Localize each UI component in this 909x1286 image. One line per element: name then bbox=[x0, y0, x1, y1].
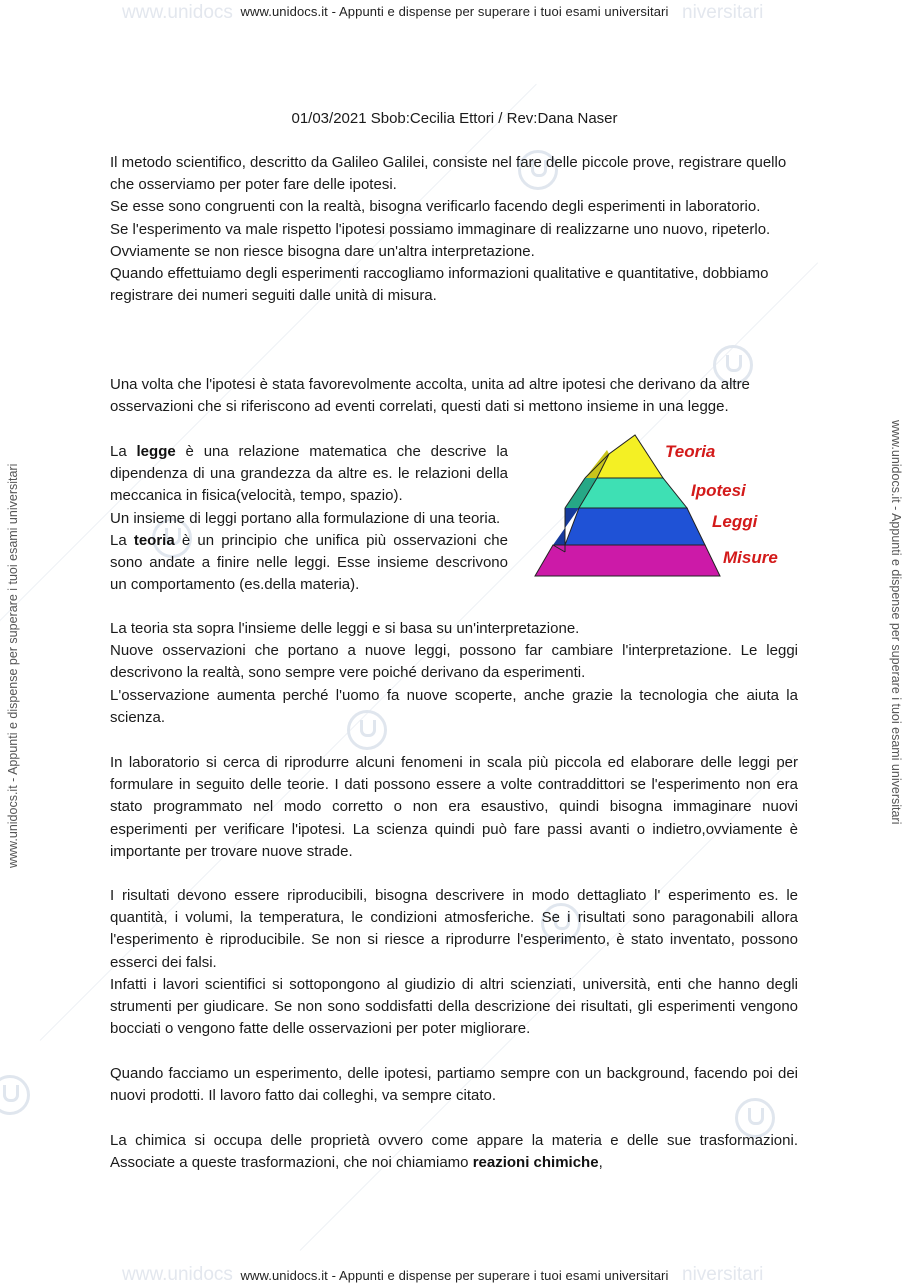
paragraph-metodo bbox=[110, 152, 798, 307]
paragraph-line: In laboratorio si cerca di riprodurre alcuni fenomeni in scala più piccola ed elaborare delle leggi per formulare in seguito delle teorie. I dati possono essere a volte contraddittori se l'esperimento non era stato programmato nel modo corretto o non era esaustivo, quindi bisogna immaginare nuovi esperimenti per verificare l'ipotesi. La scienza quindi può fare passi avanti o indietro,ovviamente è importante per trovare nuove strade. bbox=[110, 754, 798, 860]
watermark-top: www.unidocs.it - Appunti e dispense per superare i tuoi esami universitari bbox=[240, 4, 669, 19]
paragraph-teoria-sopra bbox=[110, 618, 798, 729]
pyramid-label-teoria: Teoria bbox=[665, 442, 716, 461]
watermark-left: www.unidocs.it - Appunti e dispense per superare i tuoi esami universitari bbox=[6, 463, 20, 868]
paragraph-chimica bbox=[110, 1130, 798, 1174]
pyramid-layer-misure bbox=[535, 545, 720, 576]
paragraph-laboratorio bbox=[110, 752, 798, 863]
paragraph-insieme: Un insieme di leggi portano alla formulazione di una teoria. bbox=[110, 509, 501, 527]
pyramid-label-leggi: Leggi bbox=[712, 512, 758, 531]
paragraph-line: I risultati devono essere riproducibili, bisogna descrivere in modo dettagliato l' esperimento es. le quantità, i volumi, la temperatura, le condizioni atmosferiche. Se i risultati sono paragonabili allora l'esperimento è riproducibile. Se non si riesce a riprodurre l'esperimento, è stato inventato, possono esserci dei falsi. bbox=[110, 887, 798, 971]
paragraph-line: La chimica si occupa delle proprietà ovvero come appare la materia e delle sue trasformazioni. Associate a queste trasformazioni, che noi chiamiamo reazioni chimiche, bbox=[110, 1132, 798, 1172]
paragraph-background bbox=[110, 1063, 798, 1107]
pyramid-layer-leggi bbox=[565, 508, 705, 545]
paragraph-line: L'osservazione aumenta perché l'uomo fa nuove scoperte, anche grazie la tecnologia che aiuta la scienza. bbox=[110, 686, 798, 726]
paragraph-risultati bbox=[110, 885, 798, 1040]
paragraph-legge-teoria bbox=[110, 441, 508, 596]
faint-watermark-left: www.unidocs bbox=[122, 2, 233, 23]
faint-watermark-right: niversitari bbox=[682, 1264, 764, 1285]
paragraph-teoria: La teoria è un principio che unifica più osservazioni che sono andate a finire nelle leggi. Esse insieme descrivono un comportamento (es.della materia). bbox=[110, 531, 508, 594]
term-teoria: teoria bbox=[133, 531, 175, 549]
watermark-bottom: www.unidocs.it - Appunti e dispense per superare i tuoi esami universitari bbox=[240, 1268, 669, 1283]
paragraph-line: La teoria sta sopra l'insieme delle leggi e si basa su un'interpretazione. bbox=[110, 620, 580, 637]
paragraph-line: Una volta che l'ipotesi è stata favorevolmente accolta, unita ad altre ipotesi che derivano da altre osservazioni che si riferiscono ad eventi correlati, questi dati si mettono insieme in una legge. bbox=[110, 376, 750, 416]
paragraph-legge: La legge è una relazione matematica che descrive la dipendenza di una grandezza da altre es. le relazioni della meccanica in fisica(velocità, tempo, spazio). bbox=[110, 443, 508, 505]
paragraph-line: Ovviamente se non riesce bisogna dare un'altra interpretazione. bbox=[110, 242, 535, 260]
paragraph-line: Infatti i lavori scientifici si sottopongono al giudizio di altri scienziati, università, enti che hanno degli strumenti per giudicare. Se non sono soddisfatti della descrizione dei risultati, gli esperimenti vengono bocciati o vengono fatte delle osservazioni per poter migliorare. bbox=[110, 975, 798, 1038]
faint-watermark-left: www.unidocs bbox=[122, 1264, 233, 1285]
watermark-right: www.unidocs.it - Appunti e dispense per superare i tuoi esami universitari bbox=[889, 420, 903, 825]
paragraph-line: Quando effettuiamo degli esperimenti raccogliamo informazioni qualitative e quantitative, dobbiamo registrare dei numeri seguiti dalle unità di misura. bbox=[110, 265, 769, 305]
document-header: 01/03/2021 Sbob:Cecilia Ettori / Rev:Dana Naser bbox=[291, 110, 618, 127]
paragraph-ipotesi bbox=[110, 374, 798, 418]
paragraph-line: Quando facciamo un esperimento, delle ipotesi, partiamo sempre con un background, facendo poi dei nuovi prodotti. Il lavoro fatto dai colleghi, va sempre citato. bbox=[110, 1065, 798, 1105]
pyramid-label-ipotesi: Ipotesi bbox=[691, 481, 746, 500]
paragraph-line: Il metodo scientifico, descritto da Galileo Galilei, consiste nel fare delle piccole prove, registrare quello che osserviamo per poter fare delle ipotesi. bbox=[110, 154, 787, 194]
faint-watermark-right: niversitari bbox=[682, 2, 764, 23]
paragraph-line: Nuove osservazioni che portano a nuove leggi, possono far cambiare l'interpretazione. Le leggi descrivono la realtà, sono sempre vere poiché derivano da esperimenti. bbox=[110, 642, 798, 682]
paragraph-line: Se l'esperimento va male rispetto l'ipotesi possiamo immaginare di realizzarne uno nuovo, ripeterlo. bbox=[110, 220, 771, 238]
pyramid-diagram bbox=[527, 428, 797, 583]
paragraph-line: Se esse sono congruenti con la realtà, bisogna verificarlo facendo degli esperimenti in laboratorio. bbox=[110, 198, 761, 216]
term-reazioni-chimiche: reazioni chimiche bbox=[472, 1154, 599, 1172]
pyramid-label-misure: Misure bbox=[723, 548, 778, 567]
unidocs-logo-icon bbox=[0, 1075, 30, 1115]
pyramid-layer-ipotesi bbox=[579, 478, 687, 508]
term-legge: legge bbox=[136, 443, 176, 460]
